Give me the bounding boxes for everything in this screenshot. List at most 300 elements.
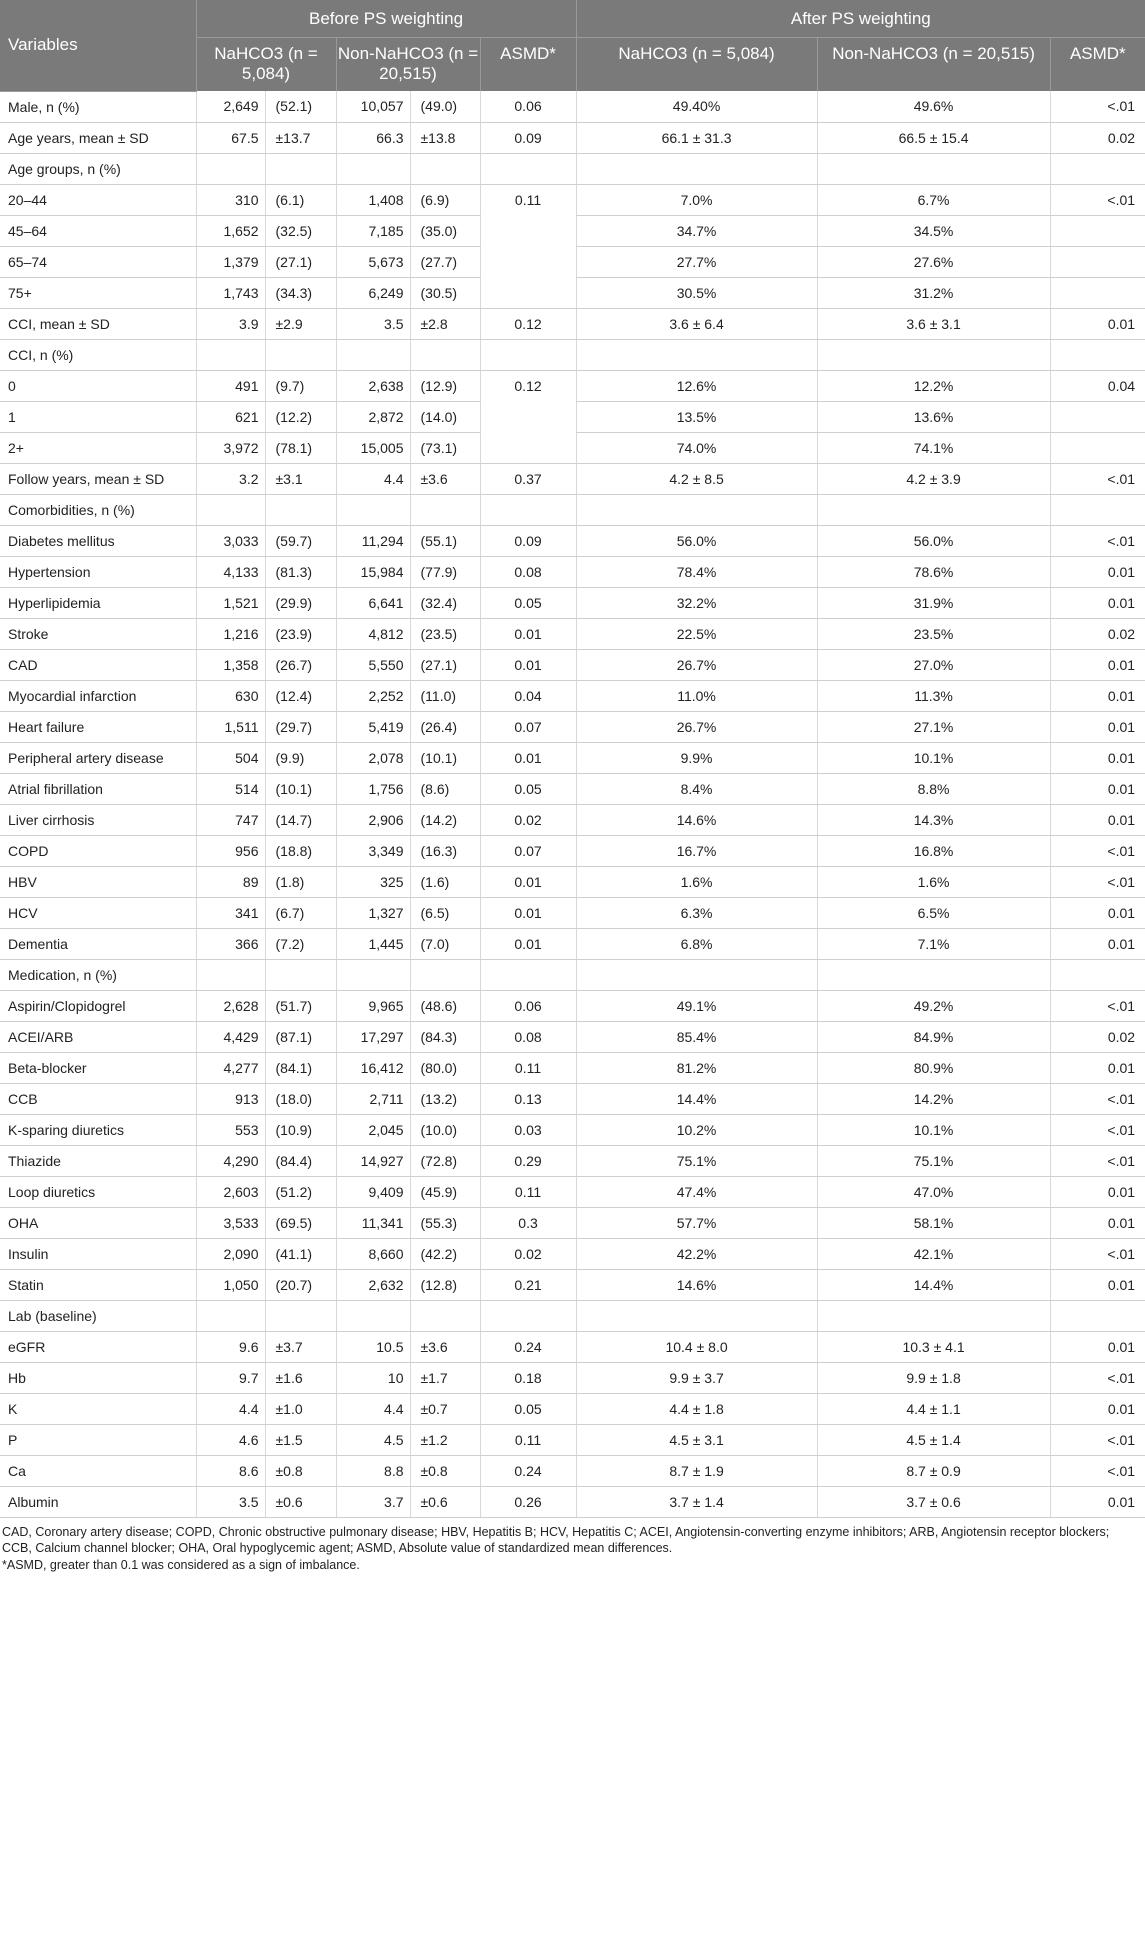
nahco3-after-cell: 1.6% [576, 866, 817, 897]
non-nahco3-after-cell: 12.2% [817, 370, 1050, 401]
asmd-before-cell: 0.3 [480, 1207, 576, 1238]
nahco3-before-count-cell: 4.4 [196, 1393, 265, 1424]
asmd-before-cell: 0.01 [480, 897, 576, 928]
non-nahco3-before-count-cell: 6,641 [336, 587, 410, 618]
variable-cell: CCI, mean ± SD [0, 308, 196, 339]
table-body [0, 91, 1145, 1517]
nahco3-after-cell [576, 494, 817, 525]
non-nahco3-before-percent-cell: (6.9) [410, 184, 480, 215]
non-nahco3-before-percent-cell: (32.4) [410, 587, 480, 618]
non-nahco3-before-percent-cell [410, 494, 480, 525]
non-nahco3-before-count-cell: 11,341 [336, 1207, 410, 1238]
non-nahco3-after-cell: 10.1% [817, 1114, 1050, 1145]
non-nahco3-after-cell [817, 1300, 1050, 1331]
nahco3-before-percent-cell: (84.4) [265, 1145, 336, 1176]
nahco3-after-cell: 49.1% [576, 990, 817, 1021]
asmd-after-cell [1050, 959, 1145, 990]
asmd-before-cell [480, 339, 576, 370]
variable-cell: Follow years, mean ± SD [0, 463, 196, 494]
asmd-before-cell: 0.07 [480, 711, 576, 742]
variable-cell: CAD [0, 649, 196, 680]
asmd-before-cell: 0.02 [480, 804, 576, 835]
nahco3-before-count-cell: 621 [196, 401, 265, 432]
non-nahco3-after-cell: 6.5% [817, 897, 1050, 928]
nahco3-before-percent-cell: (29.7) [265, 711, 336, 742]
nahco3-before-count-cell: 553 [196, 1114, 265, 1145]
variable-cell: 75+ [0, 277, 196, 308]
non-nahco3-after-cell: 16.8% [817, 835, 1050, 866]
nahco3-before-percent-cell: (84.1) [265, 1052, 336, 1083]
non-nahco3-before-percent-cell: (1.6) [410, 866, 480, 897]
non-nahco3-before-percent-cell: (55.1) [410, 525, 480, 556]
asmd-before-cell [480, 401, 576, 432]
non-nahco3-before-percent-cell: (42.2) [410, 1238, 480, 1269]
nahco3-before-percent-cell: ±3.1 [265, 463, 336, 494]
nahco3-before-percent-cell: (59.7) [265, 525, 336, 556]
non-nahco3-before-count-cell: 4.5 [336, 1424, 410, 1455]
nahco3-before-percent-cell: (6.1) [265, 184, 336, 215]
non-nahco3-before-percent-cell: (12.9) [410, 370, 480, 401]
non-nahco3-after-cell: 27.0% [817, 649, 1050, 680]
non-nahco3-before-percent-cell: (14.0) [410, 401, 480, 432]
non-nahco3-before-count-cell: 3,349 [336, 835, 410, 866]
non-nahco3-before-percent-cell: (13.2) [410, 1083, 480, 1114]
asmd-before-cell: 0.07 [480, 835, 576, 866]
before-ps-weighting-header: Before PS weighting [196, 0, 576, 38]
variable-cell: Insulin [0, 1238, 196, 1269]
non-nahco3-before-percent-cell: ±13.8 [410, 122, 480, 153]
non-nahco3-before-percent-cell: (80.0) [410, 1052, 480, 1083]
nahco3-before-percent-cell [265, 153, 336, 184]
asmd-before-cell: 0.05 [480, 587, 576, 618]
non-nahco3-after-cell [817, 494, 1050, 525]
asmd-before-cell: 0.26 [480, 1486, 576, 1517]
nahco3-after-cell: 3.6 ± 6.4 [576, 308, 817, 339]
non-nahco3-before-count-cell: 3.7 [336, 1486, 410, 1517]
non-nahco3-before-count-cell: 16,412 [336, 1052, 410, 1083]
asmd-before-cell: 0.02 [480, 1238, 576, 1269]
variable-cell: Peripheral artery disease [0, 742, 196, 773]
asmd-after-cell: 0.01 [1050, 1176, 1145, 1207]
non-nahco3-after-cell: 3.7 ± 0.6 [817, 1486, 1050, 1517]
variable-cell: 65–74 [0, 246, 196, 277]
nahco3-before-count-cell: 1,216 [196, 618, 265, 649]
nahco3-before-count-cell: 1,743 [196, 277, 265, 308]
nahco3-before-percent-cell: (41.1) [265, 1238, 336, 1269]
asmd-after-cell: 0.02 [1050, 122, 1145, 153]
non-nahco3-after-cell: 14.4% [817, 1269, 1050, 1300]
non-nahco3-after-cell: 8.7 ± 0.9 [817, 1455, 1050, 1486]
non-nahco3-after-cell: 42.1% [817, 1238, 1050, 1269]
non-nahco3-after-cell: 49.2% [817, 990, 1050, 1021]
nahco3-before-count-cell: 3.2 [196, 463, 265, 494]
variable-cell: Loop diuretics [0, 1176, 196, 1207]
non-nahco3-after-cell: 66.5 ± 15.4 [817, 122, 1050, 153]
table-row [0, 1393, 1145, 1424]
non-nahco3-before-percent-cell: (77.9) [410, 556, 480, 587]
non-nahco3-before-count-cell [336, 339, 410, 370]
table-row [0, 804, 1145, 835]
variable-cell: COPD [0, 835, 196, 866]
table-row [0, 184, 1145, 215]
table-row [0, 897, 1145, 928]
non-nahco3-before-count-cell: 2,045 [336, 1114, 410, 1145]
non-nahco3-before-count-cell: 1,408 [336, 184, 410, 215]
variable-cell: CCB [0, 1083, 196, 1114]
nahco3-after-cell [576, 959, 817, 990]
non-nahco3-before-count-cell: 7,185 [336, 215, 410, 246]
nahco3-before-count-cell: 1,050 [196, 1269, 265, 1300]
non-nahco3-after-cell: 56.0% [817, 525, 1050, 556]
variable-cell: Aspirin/Clopidogrel [0, 990, 196, 1021]
non-nahco3-before-percent-cell: (26.4) [410, 711, 480, 742]
asmd-after-cell: 0.01 [1050, 928, 1145, 959]
non-nahco3-before-count-cell: 4.4 [336, 1393, 410, 1424]
asmd-after-cell: <.01 [1050, 91, 1145, 122]
table-row [0, 463, 1145, 494]
nahco3-before-percent-cell: (51.2) [265, 1176, 336, 1207]
non-nahco3-before-percent-cell: (35.0) [410, 215, 480, 246]
nahco3-before-count-cell: 3,533 [196, 1207, 265, 1238]
non-nahco3-before-percent-cell: (23.5) [410, 618, 480, 649]
nahco3-before-count-cell: 1,652 [196, 215, 265, 246]
table-row [0, 1145, 1145, 1176]
asmd-after-cell: <.01 [1050, 184, 1145, 215]
non-nahco3-before-percent-cell: (8.6) [410, 773, 480, 804]
non-nahco3-before-count-cell: 2,252 [336, 680, 410, 711]
variable-cell: 45–64 [0, 215, 196, 246]
asmd-before-cell: 0.12 [480, 308, 576, 339]
nahco3-after-cell: 8.7 ± 1.9 [576, 1455, 817, 1486]
asmd-after-cell: 0.01 [1050, 680, 1145, 711]
nahco3-before-percent-cell: (14.7) [265, 804, 336, 835]
nahco3-before-count-cell [196, 339, 265, 370]
non-nahco3-before-percent-cell: (84.3) [410, 1021, 480, 1052]
table-row [0, 649, 1145, 680]
non-nahco3-before-percent-cell: ±3.6 [410, 463, 480, 494]
table-row [0, 773, 1145, 804]
asmd-after-cell: 0.04 [1050, 370, 1145, 401]
non-nahco3-after-cell: 58.1% [817, 1207, 1050, 1238]
non-nahco3-before-count-cell: 4.4 [336, 463, 410, 494]
variable-cell: HCV [0, 897, 196, 928]
nahco3-after-cell: 26.7% [576, 711, 817, 742]
nahco3-after-cell [576, 1300, 817, 1331]
non-nahco3-before-count-cell: 3.5 [336, 308, 410, 339]
table-footnote [0, 1518, 1145, 1573]
asmd-before-cell: 0.29 [480, 1145, 576, 1176]
nahco3-after-cell: 14.6% [576, 1269, 817, 1300]
nahco3-before-count-cell: 67.5 [196, 122, 265, 153]
nahco3-before-count-cell: 89 [196, 866, 265, 897]
asmd-after-cell: 0.01 [1050, 711, 1145, 742]
asmd-before-cell: 0.08 [480, 556, 576, 587]
table-row [0, 432, 1145, 463]
asmd-before-cell: 0.06 [480, 990, 576, 1021]
non-nahco3-before-percent-cell [410, 1300, 480, 1331]
asmd-after-cell: <.01 [1050, 866, 1145, 897]
asmd-after-cell [1050, 494, 1145, 525]
non-nahco3-after-cell: 6.7% [817, 184, 1050, 215]
table-row [0, 246, 1145, 277]
asmd-before-cell: 0.01 [480, 742, 576, 773]
asmd-before-cell: 0.03 [480, 1114, 576, 1145]
nahco3-before-count-cell: 341 [196, 897, 265, 928]
asmd-after-cell: 0.01 [1050, 742, 1145, 773]
nahco3-before-count-cell: 3,033 [196, 525, 265, 556]
non-nahco3-before-percent-cell: (10.0) [410, 1114, 480, 1145]
table-row [0, 618, 1145, 649]
non-nahco3-after-cell: 7.1% [817, 928, 1050, 959]
after-ps-weighting-header: After PS weighting [576, 0, 1145, 38]
variable-cell: K [0, 1393, 196, 1424]
nahco3-before-percent-cell: (7.2) [265, 928, 336, 959]
nahco3-before-percent-cell: (87.1) [265, 1021, 336, 1052]
variable-cell: Ca [0, 1455, 196, 1486]
table-row [0, 339, 1145, 370]
asmd-after-cell: 0.01 [1050, 804, 1145, 835]
asmd-after-cell: 0.01 [1050, 556, 1145, 587]
asmd-before-cell: 0.21 [480, 1269, 576, 1300]
table-row [0, 680, 1145, 711]
asmd-after-cell: 0.01 [1050, 1269, 1145, 1300]
asmd-before-cell: 0.11 [480, 184, 576, 215]
non-nahco3-before-count-cell [336, 1300, 410, 1331]
asmd-after-cell: 0.01 [1050, 308, 1145, 339]
asmd-before-cell: 0.11 [480, 1052, 576, 1083]
non-nahco3-before-percent-cell: ±0.6 [410, 1486, 480, 1517]
non-nahco3-before-percent-cell: (27.7) [410, 246, 480, 277]
non-nahco3-before-percent-cell: (49.0) [410, 91, 480, 122]
asmd-after-cell: 0.02 [1050, 1021, 1145, 1052]
non-nahco3-before-count-cell: 5,550 [336, 649, 410, 680]
nahco3-after-cell: 42.2% [576, 1238, 817, 1269]
nahco3-before-count-cell: 4,133 [196, 556, 265, 587]
table-row [0, 959, 1145, 990]
nahco3-after-cell: 13.5% [576, 401, 817, 432]
variable-cell: Lab (baseline) [0, 1300, 196, 1331]
nahco3-after-cell: 74.0% [576, 432, 817, 463]
asmd-before-cell [480, 432, 576, 463]
nahco3-before-percent-cell: (12.2) [265, 401, 336, 432]
asmd-before-cell: 0.18 [480, 1362, 576, 1393]
variable-cell: eGFR [0, 1331, 196, 1362]
non-nahco3-after-cell: 13.6% [817, 401, 1050, 432]
non-nahco3-before-percent-cell: (11.0) [410, 680, 480, 711]
table-row [0, 1486, 1145, 1517]
nahco3-after-cell: 49.40% [576, 91, 817, 122]
nahco3-after-cell: 10.2% [576, 1114, 817, 1145]
non-nahco3-after-cell: 9.9 ± 1.8 [817, 1362, 1050, 1393]
nahco3-before-percent-cell: (27.1) [265, 246, 336, 277]
non-nahco3-before-count-cell: 6,249 [336, 277, 410, 308]
non-nahco3-after-cell [817, 153, 1050, 184]
non-nahco3-after-cell: 8.8% [817, 773, 1050, 804]
nahco3-before-percent-cell: (20.7) [265, 1269, 336, 1300]
nahco3-before-count-cell: 514 [196, 773, 265, 804]
nahco3-before-percent-cell: (81.3) [265, 556, 336, 587]
non-nahco3-after-cell: 49.6% [817, 91, 1050, 122]
table-row [0, 1362, 1145, 1393]
non-nahco3-before-percent-cell: (73.1) [410, 432, 480, 463]
table-row [0, 1114, 1145, 1145]
variable-cell: 20–44 [0, 184, 196, 215]
non-nahco3-after-cell: 4.5 ± 1.4 [817, 1424, 1050, 1455]
non-nahco3-before-percent-cell: (14.2) [410, 804, 480, 835]
table-row [0, 277, 1145, 308]
table-row [0, 1269, 1145, 1300]
nahco3-after-cell: 47.4% [576, 1176, 817, 1207]
non-nahco3-before-count-cell: 15,984 [336, 556, 410, 587]
asmd-before-cell: 0.11 [480, 1176, 576, 1207]
nahco3-after-cell: 66.1 ± 31.3 [576, 122, 817, 153]
asmd-after-cell: 0.01 [1050, 1393, 1145, 1424]
asmd-after-cell [1050, 1300, 1145, 1331]
nahco3-before-percent-cell: ±1.6 [265, 1362, 336, 1393]
nahco3-after-cell: 4.5 ± 3.1 [576, 1424, 817, 1455]
nahco3-before-count-cell [196, 494, 265, 525]
asmd-before-cell: 0.01 [480, 928, 576, 959]
nahco3-before-percent-cell: (23.9) [265, 618, 336, 649]
asmd-note: *ASMD, greater than 0.1 was considered as a sign of imbalance. [2, 1557, 360, 1572]
non-nahco3-before-count-cell: 10 [336, 1362, 410, 1393]
non-nahco3-after-cell: 74.1% [817, 432, 1050, 463]
asmd-before-cell [480, 959, 576, 990]
nahco3-before-count-cell: 9.6 [196, 1331, 265, 1362]
nahco3-before-count-cell: 1,379 [196, 246, 265, 277]
variable-cell: OHA [0, 1207, 196, 1238]
variable-cell: Hypertension [0, 556, 196, 587]
non-nahco3-before-percent-cell: ±3.6 [410, 1331, 480, 1362]
asmd-before-cell: 0.24 [480, 1331, 576, 1362]
nahco3-before-percent-cell: (51.7) [265, 990, 336, 1021]
nahco3-after-cell: 7.0% [576, 184, 817, 215]
nahco3-before-count-cell: 956 [196, 835, 265, 866]
variable-cell: 2+ [0, 432, 196, 463]
table-row [0, 928, 1145, 959]
nahco3-before-count-cell [196, 1300, 265, 1331]
non-nahco3-after-cell: 10.3 ± 4.1 [817, 1331, 1050, 1362]
table-row [0, 1207, 1145, 1238]
nahco3-before-count-cell: 4,429 [196, 1021, 265, 1052]
nahco3-before-percent-cell: ±2.9 [265, 308, 336, 339]
non-nahco3-before-count-cell: 15,005 [336, 432, 410, 463]
nahco3-before-percent-cell: (78.1) [265, 432, 336, 463]
table-row [0, 866, 1145, 897]
nahco3-after-cell: 6.3% [576, 897, 817, 928]
nahco3-after-cell: 12.6% [576, 370, 817, 401]
non-nahco3-before-count-cell: 5,419 [336, 711, 410, 742]
non-nahco3-after-cell: 31.9% [817, 587, 1050, 618]
variable-cell: K-sparing diuretics [0, 1114, 196, 1145]
non-nahco3-before-count-cell: 17,297 [336, 1021, 410, 1052]
table-row [0, 1021, 1145, 1052]
nahco3-after-cell: 78.4% [576, 556, 817, 587]
variable-cell: Age groups, n (%) [0, 153, 196, 184]
table-row [0, 1455, 1145, 1486]
variable-cell: Beta-blocker [0, 1052, 196, 1083]
asmd-after-cell: 0.01 [1050, 1331, 1145, 1362]
asmd-after-cell: <.01 [1050, 1362, 1145, 1393]
non-nahco3-before-percent-cell [410, 153, 480, 184]
nahco3-before-percent-cell: (1.8) [265, 866, 336, 897]
nahco3-after-cell: 27.7% [576, 246, 817, 277]
nahco3-before-count-cell: 491 [196, 370, 265, 401]
asmd-before-cell: 0.09 [480, 525, 576, 556]
nahco3-before-count-cell: 2,090 [196, 1238, 265, 1269]
asmd-before-cell [480, 277, 576, 308]
nahco3-after-cell: 14.6% [576, 804, 817, 835]
asmd-after-cell: <.01 [1050, 1145, 1145, 1176]
non-nahco3-after-cell: 34.5% [817, 215, 1050, 246]
nahco3-before-count-cell [196, 959, 265, 990]
non-nahco3-after-cell: 23.5% [817, 618, 1050, 649]
nahco3-after-cell: 34.7% [576, 215, 817, 246]
nahco3-before-count-cell: 8.6 [196, 1455, 265, 1486]
nahco3-after-cell: 14.4% [576, 1083, 817, 1114]
asmd-after-cell [1050, 277, 1145, 308]
asmd-before-cell [480, 215, 576, 246]
nahco3-before-count-cell: 3,972 [196, 432, 265, 463]
variables-header: Variables [0, 0, 196, 91]
nahco3-before-percent-cell: (26.7) [265, 649, 336, 680]
non-nahco3-after-cell: 10.1% [817, 742, 1050, 773]
nahco3-after-header: NaHCO3 (n = 5,084) [576, 38, 817, 92]
variable-cell: Age years, mean ± SD [0, 122, 196, 153]
nahco3-before-percent-cell: (9.9) [265, 742, 336, 773]
variable-cell: 0 [0, 370, 196, 401]
nahco3-after-cell: 56.0% [576, 525, 817, 556]
non-nahco3-before-count-cell [336, 494, 410, 525]
table-header [0, 0, 1145, 91]
table-row [0, 556, 1145, 587]
non-nahco3-before-count-cell: 10,057 [336, 91, 410, 122]
nahco3-before-percent-cell: (6.7) [265, 897, 336, 928]
variable-cell: P [0, 1424, 196, 1455]
nahco3-after-cell: 75.1% [576, 1145, 817, 1176]
table-row [0, 1300, 1145, 1331]
asmd-after-cell [1050, 401, 1145, 432]
non-nahco3-after-cell: 75.1% [817, 1145, 1050, 1176]
non-nahco3-before-count-cell: 5,673 [336, 246, 410, 277]
nahco3-after-cell: 32.2% [576, 587, 817, 618]
non-nahco3-before-count-cell: 8,660 [336, 1238, 410, 1269]
non-nahco3-before-count-cell: 1,756 [336, 773, 410, 804]
asmd-after-cell: 0.02 [1050, 618, 1145, 649]
nahco3-before-percent-cell: (69.5) [265, 1207, 336, 1238]
non-nahco3-after-cell: 27.6% [817, 246, 1050, 277]
variable-cell: Myocardial infarction [0, 680, 196, 711]
nahco3-before-percent-cell [265, 1300, 336, 1331]
asmd-before-cell: 0.13 [480, 1083, 576, 1114]
nahco3-before-percent-cell: (18.0) [265, 1083, 336, 1114]
non-nahco3-after-cell [817, 959, 1050, 990]
non-nahco3-before-count-cell: 9,965 [336, 990, 410, 1021]
nahco3-before-percent-cell: (52.1) [265, 91, 336, 122]
non-nahco3-before-percent-cell: (7.0) [410, 928, 480, 959]
variable-cell: CCI, n (%) [0, 339, 196, 370]
variable-cell: ACEI/ARB [0, 1021, 196, 1052]
non-nahco3-before-count-cell: 2,638 [336, 370, 410, 401]
nahco3-after-cell: 30.5% [576, 277, 817, 308]
asmd-after-cell [1050, 432, 1145, 463]
non-nahco3-before-percent-cell: (16.3) [410, 835, 480, 866]
asmd-before-cell: 0.08 [480, 1021, 576, 1052]
asmd-before-cell: 0.01 [480, 618, 576, 649]
asmd-before-cell: 0.05 [480, 1393, 576, 1424]
asmd-after-cell: 0.01 [1050, 897, 1145, 928]
non-nahco3-after-cell: 80.9% [817, 1052, 1050, 1083]
